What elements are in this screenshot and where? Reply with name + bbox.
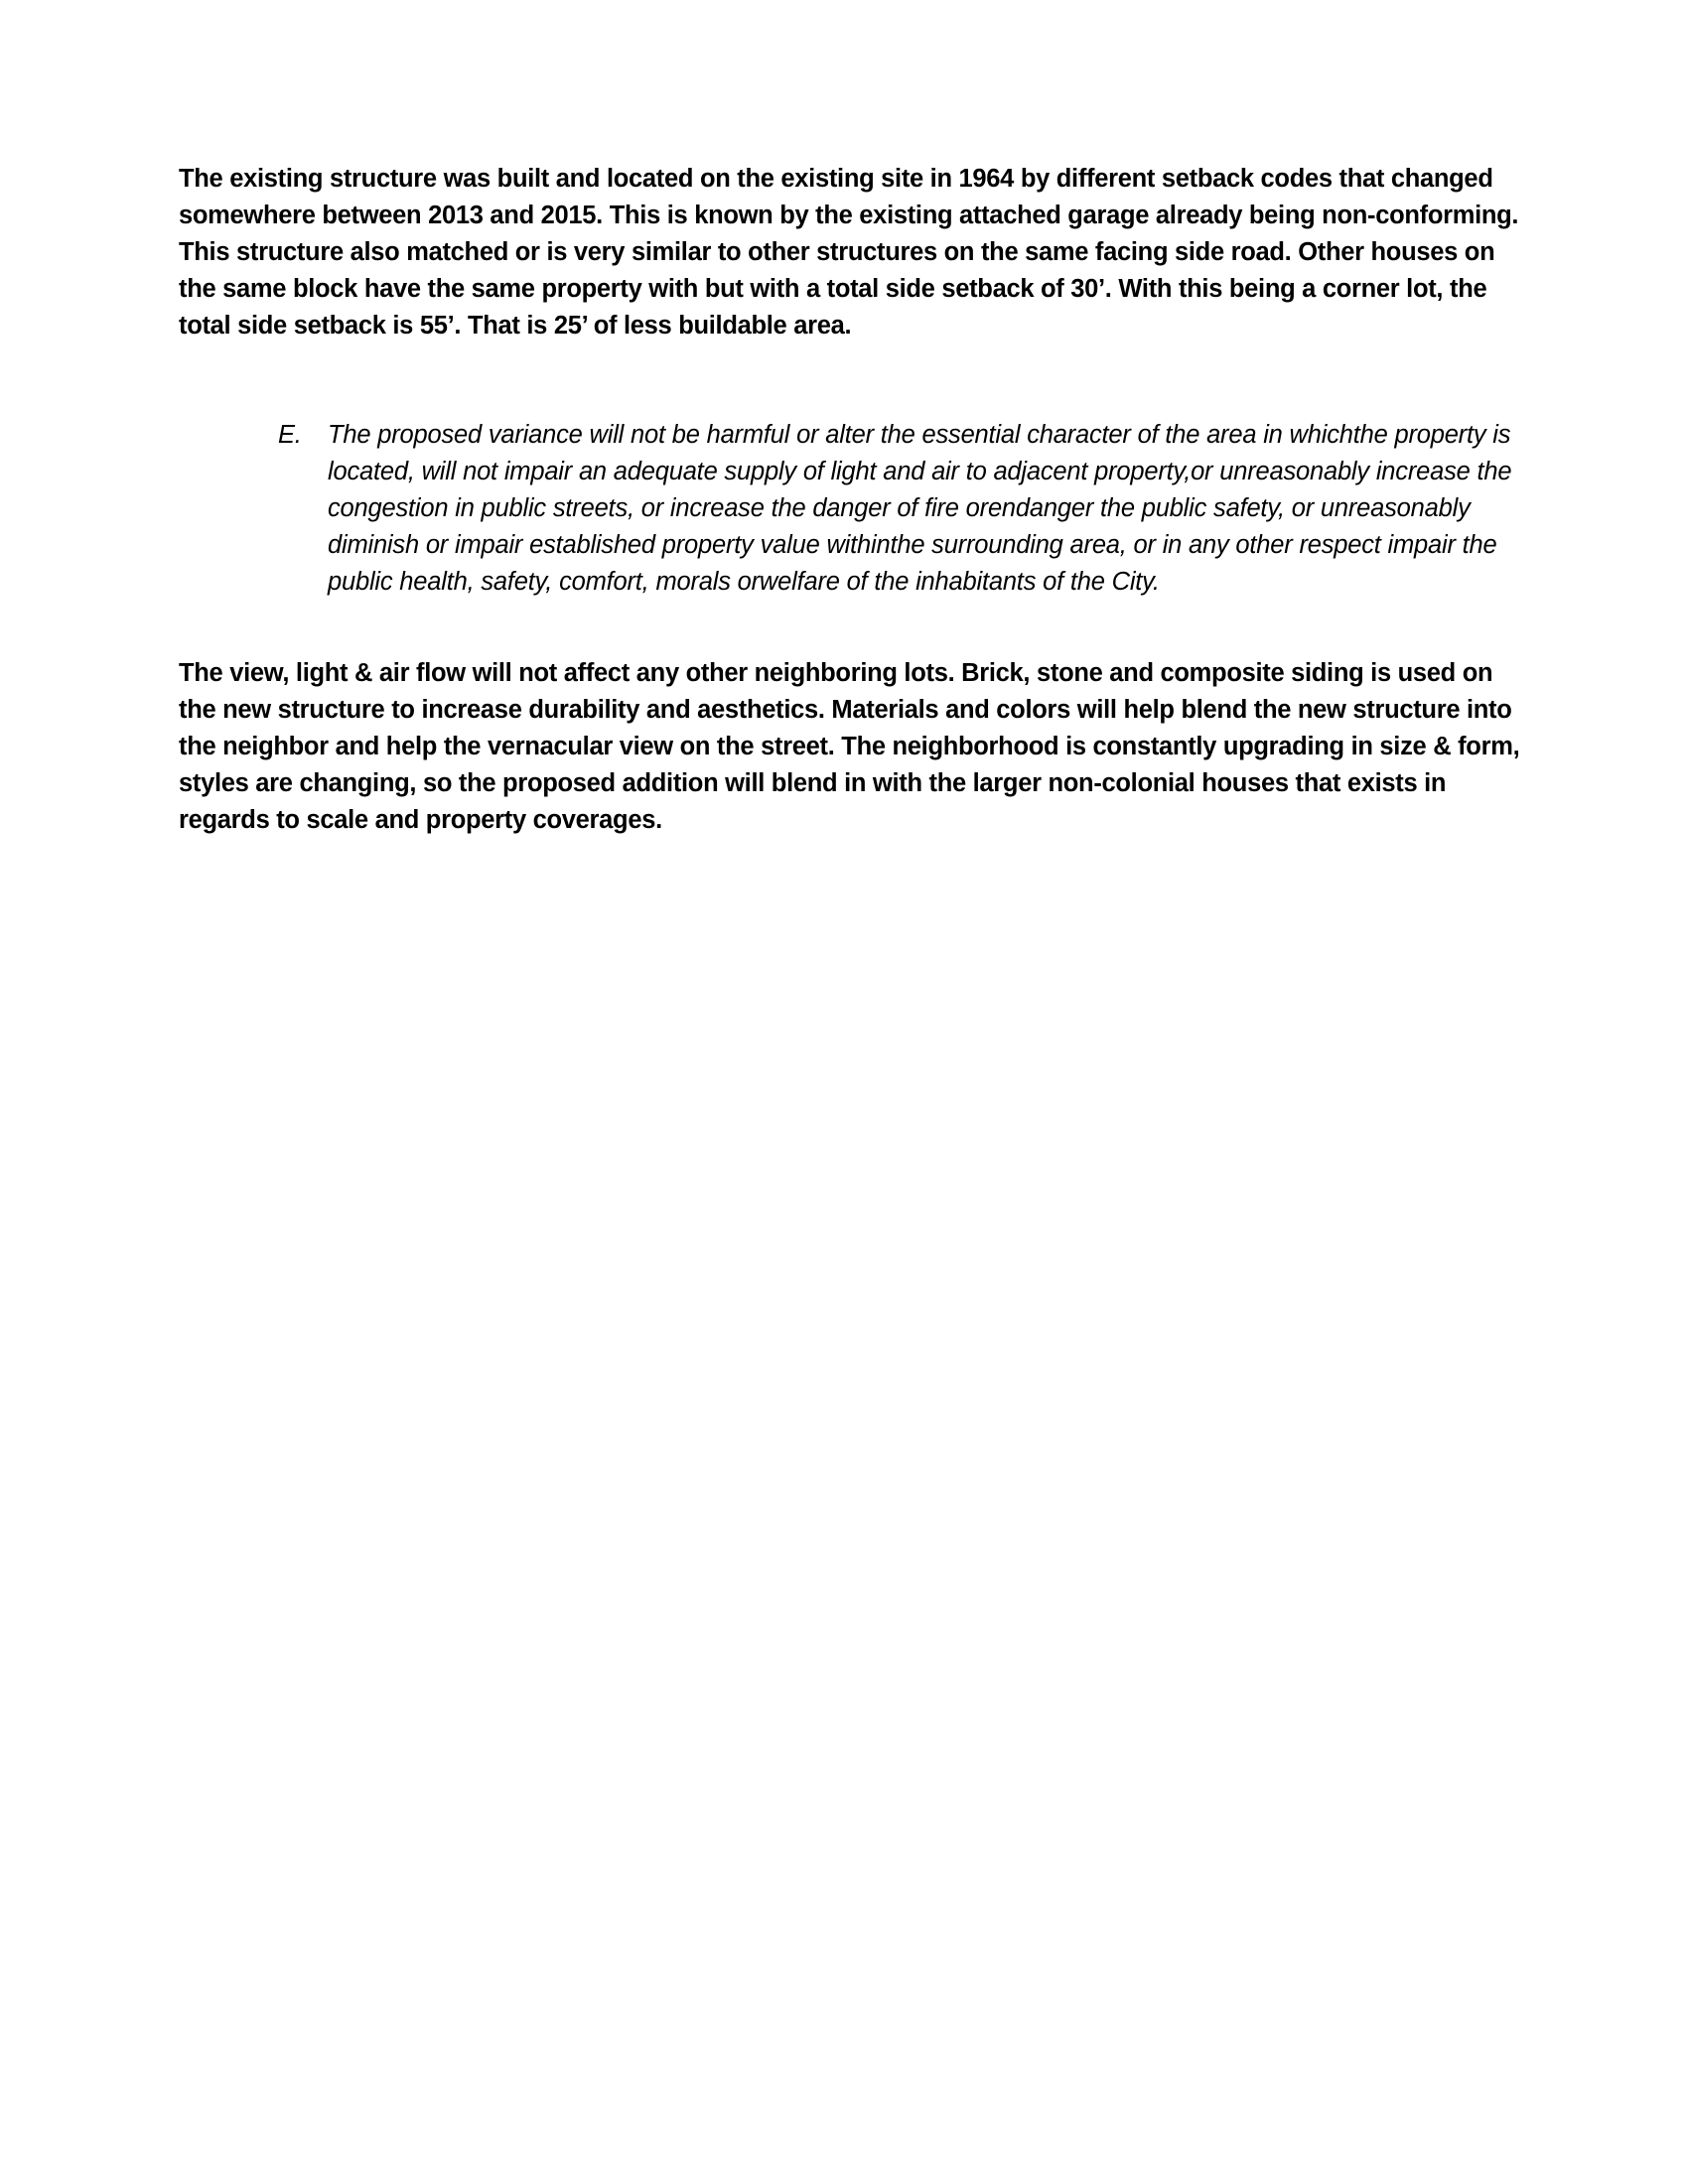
criterion-e [278,417,1529,601]
existing-structure-paragraph: The existing structure was built and located on the existing site in 1964 by different setback codes that changed somewhere between 2013 and 2015. This is known by the existing attached garage already being non-conforming. This structure also matched or is very similar to other structures on the same facing side road. Other houses on the same block have the same property with but with a total side setback of 30’. With this being a corner lot, the total side setback is 55’. That is 25’ of less buildable area. [179,165,1519,340]
criterion-marker: E. [278,421,302,449]
criterion-text: The proposed variance will not be harmful or alter the essential character of the area in whichthe property is located, will not impair an adequate supply of light and air to adjacent property,or unreasonably increase the congestion in public streets, or increase the danger of fire orendanger the public safety, or unreasonably diminish or impair established property value withinthe surrounding area, or in any other respect impair the public health, safety, comfort, morals orwelfare of the inhabitants of the City. [328,421,1512,596]
view-light-air-paragraph: The view, light & air flow will not affect any other neighboring lots. Brick, stone and composite siding is used on the new structure to increase durability and aesthetics. Materials and colors will help blend the new structure into the neighbor and help the vernacular view on the street. The neighborhood is constantly upgrading in size & form, styles are changing, so the proposed addition will blend in with the larger non-colonial houses that exists in regards to scale and property coverages. [179,659,1520,834]
